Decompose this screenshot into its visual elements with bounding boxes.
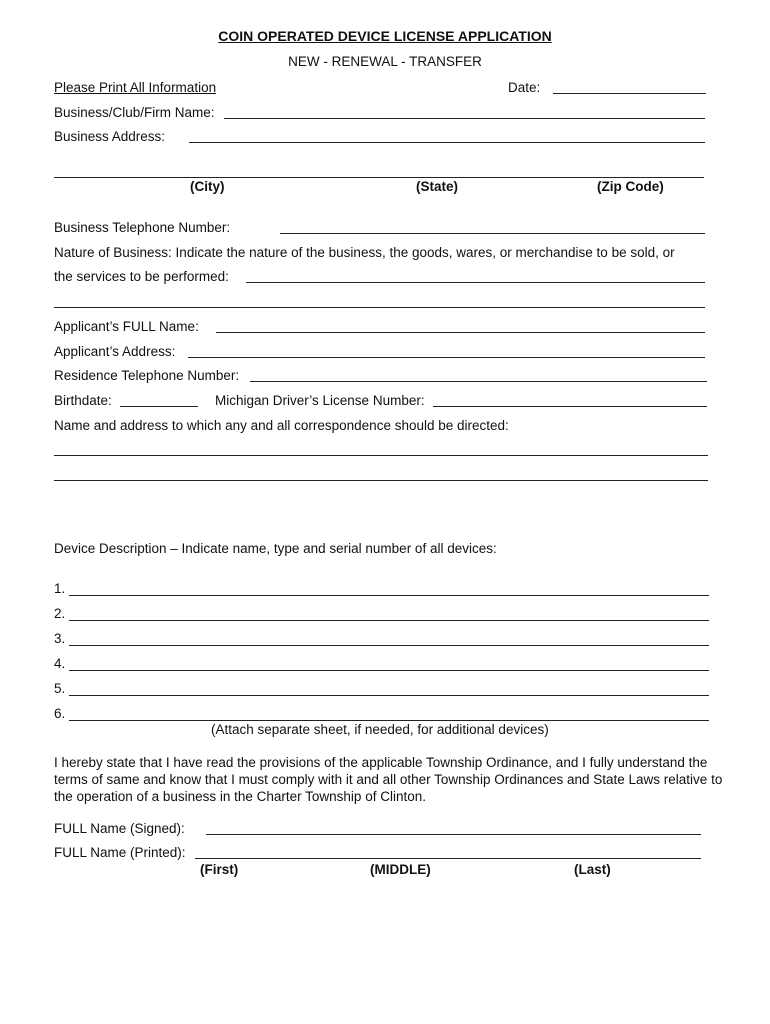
print-note: Please Print All Information (54, 80, 217, 95)
business-address-label: Business Address: (54, 129, 166, 144)
applicant-address-field[interactable] (188, 357, 705, 358)
nature-of-business-line-2[interactable] (54, 307, 705, 308)
business-name-label: Business/Club/Firm Name: (54, 105, 215, 120)
form-title: COIN OPERATED DEVICE LICENSE APPLICATION (218, 28, 552, 44)
city-label: (City) (190, 179, 225, 194)
printed-name-label: FULL Name (Printed): (54, 845, 186, 860)
signed-name-field[interactable] (206, 834, 701, 835)
last-name-label: (Last) (574, 862, 611, 877)
device-number-3: 3. (54, 631, 66, 646)
business-address-field[interactable] (189, 142, 705, 143)
correspondence-line-1[interactable] (54, 455, 708, 456)
form-subtitle: NEW - RENEWAL - TRANSFER (288, 54, 482, 69)
device-field-4[interactable] (69, 670, 709, 671)
business-phone-field[interactable] (280, 233, 705, 234)
business-phone-label: Business Telephone Number: (54, 220, 231, 235)
device-field-6[interactable] (69, 720, 709, 721)
license-label: Michigan Driver’s License Number: (215, 393, 425, 408)
date-label: Date: (508, 80, 541, 95)
device-description-label: Device Description – Indicate name, type and serial number of all devices: (54, 541, 497, 556)
device-number-6: 6. (54, 706, 66, 721)
nature-of-business-label: Nature of Business: Indicate the nature of the business, the goods, wares, or merchandise to be sold, or (54, 245, 675, 260)
business-address-line-2[interactable] (54, 177, 704, 178)
date-field[interactable] (553, 93, 706, 94)
license-field[interactable] (433, 406, 707, 407)
device-number-2: 2. (54, 606, 66, 621)
nature-of-business-label-2: the services to be performed: (54, 269, 229, 284)
birthdate-field[interactable] (120, 406, 198, 407)
device-field-2[interactable] (69, 620, 709, 621)
device-number-4: 4. (54, 656, 66, 671)
device-note: (Attach separate sheet, if needed, for additional devices) (211, 722, 549, 737)
device-number-5: 5. (54, 681, 66, 696)
device-field-5[interactable] (69, 695, 709, 696)
device-field-3[interactable] (69, 645, 709, 646)
printed-name-field[interactable] (195, 858, 701, 859)
nature-of-business-field[interactable] (246, 282, 705, 283)
correspondence-label: Name and address to which any and all correspondence should be directed: (54, 418, 509, 433)
signed-name-label: FULL Name (Signed): (54, 821, 185, 836)
middle-name-label: (MIDDLE) (370, 862, 431, 877)
device-number-1: 1. (54, 581, 66, 596)
device-field-1[interactable] (69, 595, 709, 596)
applicant-name-field[interactable] (216, 332, 705, 333)
statement-text: I hereby state that I have read the provisions of the applicable Township Ordinance, and I fully understand the terms of same and know that I must comply with it and all other Township Ordinances and State Laws relative to the operation of a business in the Charter Township of Clinton. (54, 755, 723, 804)
first-name-label: (First) (200, 862, 239, 877)
residence-phone-field[interactable] (250, 381, 707, 382)
zip-label: (Zip Code) (597, 179, 664, 194)
state-label: (State) (416, 179, 459, 194)
correspondence-line-2[interactable] (54, 480, 708, 481)
residence-phone-label: Residence Telephone Number: (54, 368, 240, 383)
business-name-field[interactable] (224, 118, 705, 119)
birthdate-label: Birthdate: (54, 393, 112, 408)
applicant-address-label: Applicant’s Address: (54, 344, 176, 359)
applicant-name-label: Applicant’s FULL Name: (54, 319, 199, 334)
